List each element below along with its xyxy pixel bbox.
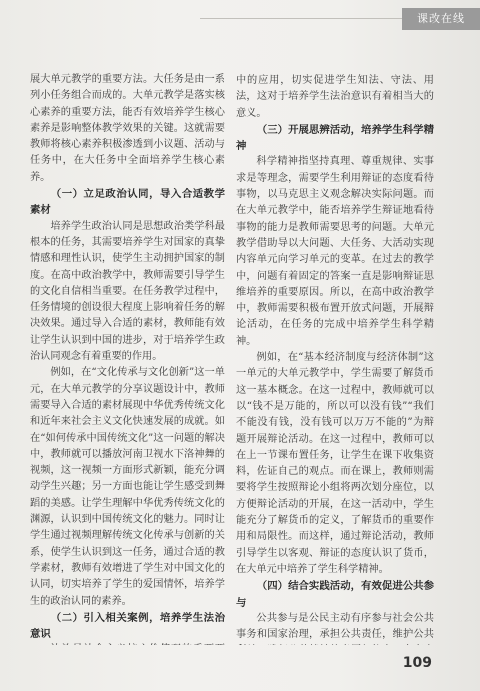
- body-paragraph: 中的应用，切实促进学生知法、守法、用法，这对于培养学生法治意识有着相当大的意义。: [236, 75, 434, 119]
- right-column: [236, 73, 434, 645]
- section-heading: （二）引入相关案例，培养学生法治意识: [30, 611, 225, 641]
- section-tag: 课改在线: [402, 8, 480, 30]
- header-rule: [200, 18, 402, 19]
- section-heading: （三）开展思辨活动，培养学生科学精神: [236, 123, 434, 153]
- body-paragraph: 展大单元教学的重要方法。大任务是由一系列小任务组合而成的。大单元教学是落实核心素养的重要方法，能否有效培养学生核心素养是影响整体教学效果的关键。这就需要教师将核心素养积极渗透到小议题、活动与任务中，在大任务中全面培养学生核心素养。: [30, 74, 225, 183]
- left-column: [30, 72, 225, 645]
- section-heading: （一）立足政治认同，导入合适教学素材: [30, 188, 225, 217]
- body-paragraph: [30, 642, 225, 645]
- section-heading: （四）结合实践活动，有效促进公共参与: [236, 580, 434, 609]
- body-paragraph: 公共参与是公民主动有序参与社会公共事务和国家治理，承担公共责任，维护公共: [236, 612, 434, 641]
- body-paragraph: 例如，在“基本经济制度与经济体制”这一单元的大单元教学中，学生需要了解货币这一基本概念。在这一过程中，教师就可以以“钱不是万能的，所以可以没有钱”“我们不能没有钱，没有钱可以万万不能的”为辩题开展辩论活动。在这一过程中，教师可以在上一节课布置任务，让学生在课下收集资料，佐证自己的观点。而在课上，教师则需要将学生按照辩论小组将两次划分座位，以方便辩论活动的开展，在这一活动中，学生能充分了解货币的定义，了解货币的重要作用和局限性。而这样，通过辩论活动，教师引导学生以客观、辩证的态度认识了货币，在大单元中培养了学生科学精神。: [236, 352, 434, 575]
- body-paragraph: 科学精神指坚持真理、尊重规律、实事求是等理念，需要学生利用辩证的态度看待事物，以马克思主义观念解决实际问题。而在大单元教学中，能否培养学生辩证地看待事物的能力是教师需要思考的问题。大单元教学借助导以大问题、大任务、大活动实现内容单元向学习单元的变革。在过去的教学中，问题有着固定的答案一直是影响辩证思维培养的重要原因。所以，在高中政治教学中，教师需要积极布置开放式问题，开展辩论活动，在任务的完成中培养学生科学精神。: [236, 156, 434, 347]
- body-paragraph: 培养学生政治认同是思想政治类学科最根本的任务，其需要培养学生对国家的真挚情感和理性认识，使学生主动拥护国家的制度。在高中政治教学中，教师需要引导学生的文化自信相当重要。在任务教学过程中，任务情境的创设很大程度上影响着任务的解决效果。通过导入合适的素材，教师能有效让学生认识到中国的进步，对于培养学生政治认同观念有着重要的作用。: [30, 220, 225, 363]
- body-paragraph: 例如，在“文化传承与文化创新”这一单元，在大单元教学的分享议题设计中，教师需要导入合适的素材展现中华优秀传统文化和近年来社会主义文化快速发展的成就。如在“如何传承中国传统文化”这一问题的解决中，教师就可以播放河南卫视水下洛神舞的视频，这一视频一方面形式新颖，能充分调动学生兴趣；另一方面也能让学生感受到舞蹈的美感。让学生理解中华优秀传统文化的渊源，认识到中国传统文化的魅力。同时让学生通过视频理解传统文化传承与创新的关系，使学生认识到这一任务，通过合适的教学素材，教师有效增进了学生对中国文化的认同，切实培养了学生的爱国情怀，培养学生的政治认同的素养。: [30, 367, 225, 607]
- page-number: 109: [402, 655, 432, 671]
